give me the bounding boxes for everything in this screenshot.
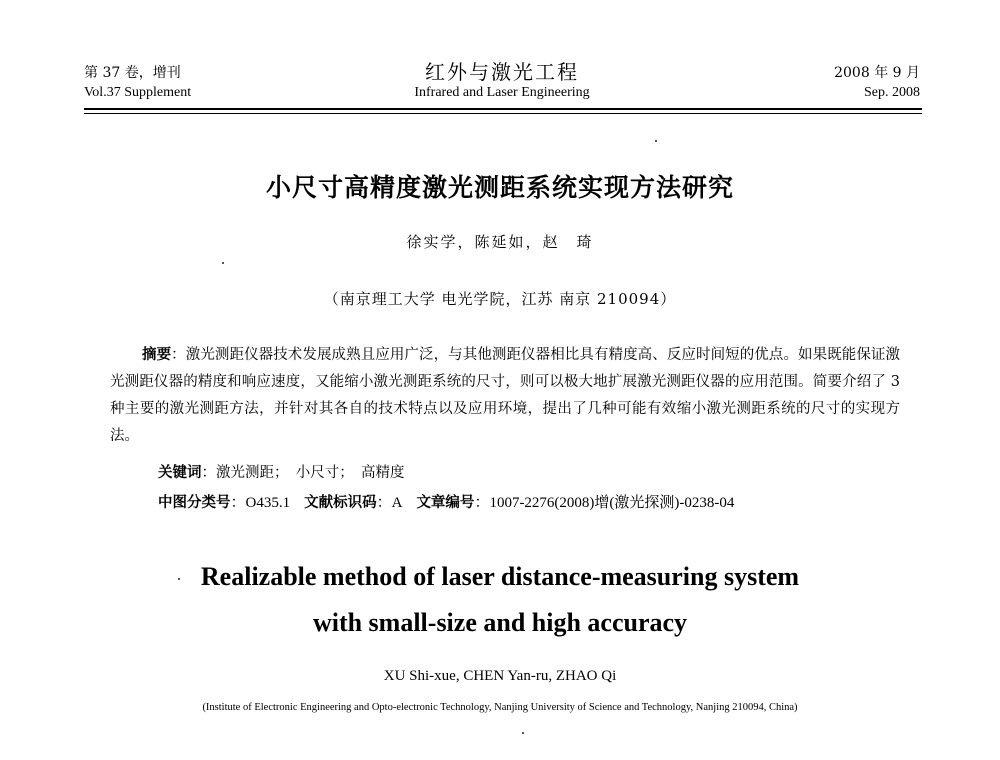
scan-speck xyxy=(178,578,180,580)
keywords-row xyxy=(158,461,405,482)
journal-name xyxy=(84,60,920,102)
header-rule-thick xyxy=(84,108,922,110)
scan-speck xyxy=(655,140,657,142)
title-en-line1: Realizable method of laser distance-measuring system xyxy=(200,562,800,591)
scan-speck xyxy=(222,262,224,264)
issue-date-en: Sep. 2008 xyxy=(864,85,920,100)
article-no-label: 文章编号 xyxy=(416,495,475,511)
abstract-label: 摘要 xyxy=(142,347,172,363)
scan-speck xyxy=(522,732,524,734)
paper-title-en xyxy=(0,558,1000,642)
volume-cn: 第 37 卷，增刊 xyxy=(84,65,181,81)
abstract-text: ：激光测距仪器技术发展成熟且应用广泛，与其他测距仪器相比具有精度高、反应时间短的优点。如果既能保证激光测距仪器的精度和响应速度，又能缩小激光测距系统的尺寸，则可以极大地扩展激光测距仪器的应用范围。简要介绍了 3 种主要的激光测距方法，并针对其各自的技术特点以及应用环境，提出了几种可能有效缩小激光测距系统的尺寸的实现方法。 xyxy=(110,347,901,444)
keywords-label: 关键词 xyxy=(158,465,202,481)
header-rule-thin xyxy=(84,113,922,114)
affiliation-en: (Institute of Electronic Engineering and Opto-electronic Technology, Nanjing University of Science and Technology, Nanjing 210094, China) xyxy=(202,702,798,713)
paper-title-cn: 小尺寸高精度激光测距系统实现方法研究 xyxy=(265,173,734,202)
journal-name-cn: 红外与激光工程 xyxy=(425,60,579,84)
abstract-paragraph xyxy=(110,342,900,450)
article-no-value: ：1007-2276(2008)增(激光探测)-0238-04 xyxy=(474,495,735,511)
issue-date xyxy=(834,64,920,102)
authors-en: XU Shi-xue, CHEN Yan-ru, ZHAO Qi xyxy=(383,668,617,684)
doc-code-label: 文献标识码 xyxy=(304,495,377,511)
keywords-text: ：激光测距； 小尺寸； 高精度 xyxy=(201,465,405,481)
clc-value: ：O435.1 xyxy=(230,495,291,511)
running-header xyxy=(84,60,920,110)
journal-name-en: Infrared and Laser Engineering xyxy=(414,85,590,100)
title-en-line2: with small-size and high accuracy xyxy=(312,608,688,637)
authors-cn: 徐实学，陈延如，赵 琦 xyxy=(406,233,594,251)
affiliation-cn: （南京理工大学 电光学院，江苏 南京 210094） xyxy=(323,290,677,308)
volume-en: Vol.37 Supplement xyxy=(84,85,192,100)
issue-date-cn: 2008 年 9 月 xyxy=(834,65,920,81)
clc-label: 中图分类号 xyxy=(158,495,231,511)
abstract-cn xyxy=(110,342,900,450)
doc-code-value: ：A xyxy=(376,495,403,511)
classification-row xyxy=(158,491,734,512)
